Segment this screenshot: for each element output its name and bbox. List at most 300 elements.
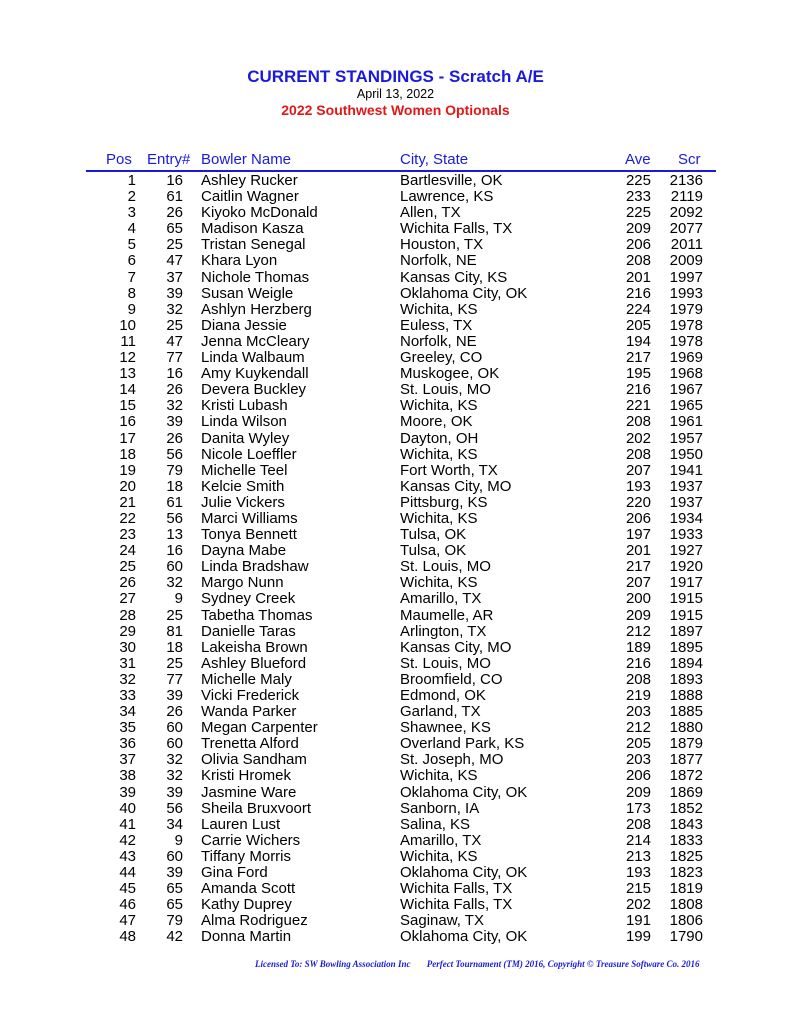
table-row bbox=[0, 785, 791, 801]
row-entry: 39 bbox=[166, 284, 183, 302]
row-average: 200 bbox=[625, 590, 651, 608]
table-row bbox=[0, 447, 791, 463]
row-city-state: Kansas City, MO bbox=[400, 477, 512, 495]
row-entry: 56 bbox=[166, 509, 183, 527]
row-city-state: Wichita, KS bbox=[400, 574, 478, 592]
table-row bbox=[0, 608, 791, 624]
row-bowler-name: Linda Walbaum bbox=[201, 349, 305, 367]
row-bowler-name: Khara Lyon bbox=[201, 252, 278, 270]
row-city-state: Tulsa, OK bbox=[400, 542, 467, 560]
row-city-state: Wichita, KS bbox=[400, 847, 478, 865]
table-row bbox=[0, 640, 791, 656]
row-score: 2077 bbox=[669, 220, 703, 238]
row-city-state: Norfolk, NE bbox=[400, 332, 477, 350]
row-bowler-name: Jasmine Ware bbox=[201, 783, 297, 801]
row-bowler-name: Amy Kuykendall bbox=[201, 365, 309, 383]
table-row bbox=[0, 173, 791, 189]
row-entry: 25 bbox=[166, 654, 183, 672]
row-bowler-name: Megan Carpenter bbox=[201, 719, 318, 737]
row-pos: 39 bbox=[119, 783, 136, 801]
standings-table bbox=[0, 173, 791, 946]
table-row bbox=[0, 431, 791, 447]
row-score: 2009 bbox=[669, 252, 703, 270]
row-average: 212 bbox=[625, 719, 651, 737]
row-average: 203 bbox=[625, 703, 651, 721]
row-score: 1978 bbox=[669, 316, 703, 334]
row-city-state: Wichita, KS bbox=[400, 767, 478, 785]
table-row bbox=[0, 479, 791, 495]
row-average: 194 bbox=[625, 332, 651, 350]
row-bowler-name: Ashley Blueford bbox=[201, 654, 307, 672]
row-average: 213 bbox=[625, 847, 651, 865]
row-average: 201 bbox=[625, 268, 651, 286]
row-score: 1897 bbox=[669, 622, 703, 640]
row-pos: 27 bbox=[119, 590, 136, 608]
row-pos: 8 bbox=[127, 284, 136, 302]
row-bowler-name: Kelcie Smith bbox=[201, 477, 285, 495]
row-entry: 61 bbox=[166, 493, 183, 511]
table-row bbox=[0, 559, 791, 575]
row-average: 209 bbox=[625, 783, 651, 801]
table-row bbox=[0, 334, 791, 350]
row-entry: 37 bbox=[166, 268, 183, 286]
row-entry: 47 bbox=[166, 252, 183, 270]
row-average: 208 bbox=[625, 445, 651, 463]
row-entry: 60 bbox=[166, 847, 183, 865]
column-header-city: City, State bbox=[400, 151, 469, 168]
column-header-scr: Scr bbox=[678, 151, 701, 168]
row-city-state: Amarillo, TX bbox=[400, 590, 482, 608]
row-city-state: Bartlesville, OK bbox=[400, 172, 503, 189]
row-city-state: Oklahoma City, OK bbox=[400, 284, 528, 302]
row-average: 208 bbox=[625, 815, 651, 833]
row-entry: 13 bbox=[166, 526, 183, 544]
row-score: 1968 bbox=[669, 365, 703, 383]
row-city-state: Wichita, KS bbox=[400, 397, 478, 415]
footer-licensed-to: Licensed To: SW Bowling Association Inc bbox=[255, 959, 411, 969]
table-row bbox=[0, 270, 791, 286]
table-row bbox=[0, 253, 791, 269]
row-pos: 4 bbox=[127, 220, 136, 238]
row-score: 1927 bbox=[669, 542, 703, 560]
row-bowler-name: Michelle Maly bbox=[201, 670, 292, 688]
row-city-state: Wichita Falls, TX bbox=[400, 880, 513, 898]
row-city-state: Wichita Falls, TX bbox=[400, 896, 513, 914]
row-bowler-name: Amanda Scott bbox=[201, 880, 296, 898]
table-row bbox=[0, 511, 791, 527]
table-row bbox=[0, 237, 791, 253]
row-pos: 16 bbox=[119, 413, 136, 431]
row-score: 1823 bbox=[669, 864, 703, 882]
row-pos: 6 bbox=[127, 252, 136, 270]
row-score: 1877 bbox=[669, 751, 703, 769]
row-bowler-name: Olivia Sandham bbox=[201, 751, 307, 769]
table-row bbox=[0, 720, 791, 736]
row-score: 1880 bbox=[669, 719, 703, 737]
row-city-state: Shawnee, KS bbox=[400, 719, 491, 737]
row-bowler-name: Carrie Wichers bbox=[201, 831, 301, 849]
row-entry: 18 bbox=[166, 477, 183, 495]
row-entry: 32 bbox=[166, 574, 183, 592]
row-entry: 39 bbox=[166, 413, 183, 431]
row-bowler-name: Kathy Duprey bbox=[201, 896, 292, 914]
row-entry: 47 bbox=[166, 332, 183, 350]
row-city-state: Tulsa, OK bbox=[400, 526, 467, 544]
row-city-state: Fort Worth, TX bbox=[400, 461, 498, 479]
row-average: 207 bbox=[625, 574, 651, 592]
table-row bbox=[0, 672, 791, 688]
row-bowler-name: Donna Martin bbox=[201, 928, 292, 946]
row-average: 216 bbox=[625, 381, 651, 399]
row-entry: 32 bbox=[166, 397, 183, 415]
row-average: 215 bbox=[625, 880, 651, 898]
row-score: 1933 bbox=[669, 526, 703, 544]
table-row bbox=[0, 398, 791, 414]
table-row bbox=[0, 881, 791, 897]
column-header-entry: Entry# bbox=[147, 151, 191, 168]
row-score: 1917 bbox=[669, 574, 703, 592]
row-pos: 48 bbox=[119, 928, 136, 946]
table-row bbox=[0, 318, 791, 334]
row-entry: 60 bbox=[166, 558, 183, 576]
row-pos: 33 bbox=[119, 687, 136, 704]
row-entry: 32 bbox=[166, 751, 183, 769]
row-average: 208 bbox=[625, 413, 651, 431]
table-row bbox=[0, 768, 791, 784]
row-score: 2136 bbox=[669, 172, 703, 189]
row-score: 1950 bbox=[669, 445, 703, 463]
row-score: 1893 bbox=[669, 670, 703, 688]
row-average: 173 bbox=[625, 799, 651, 817]
row-average: 214 bbox=[625, 831, 651, 849]
row-city-state: Broomfield, CO bbox=[400, 670, 503, 688]
row-average: 209 bbox=[625, 606, 651, 624]
row-average: 202 bbox=[625, 896, 651, 914]
row-score: 1915 bbox=[669, 606, 703, 624]
row-average: 219 bbox=[625, 687, 651, 704]
row-bowler-name: Devera Buckley bbox=[201, 381, 307, 399]
row-bowler-name: Marci Williams bbox=[201, 509, 298, 527]
row-pos: 44 bbox=[119, 864, 136, 882]
row-average: 207 bbox=[625, 461, 651, 479]
row-pos: 43 bbox=[119, 847, 136, 865]
row-average: 201 bbox=[625, 542, 651, 560]
row-bowler-name: Kristi Lubash bbox=[201, 397, 288, 415]
table-row bbox=[0, 817, 791, 833]
row-score: 1852 bbox=[669, 799, 703, 817]
row-average: 206 bbox=[625, 509, 651, 527]
row-bowler-name: Dayna Mabe bbox=[201, 542, 287, 560]
row-average: 212 bbox=[625, 622, 651, 640]
row-bowler-name: Trenetta Alford bbox=[201, 735, 299, 753]
row-score: 1937 bbox=[669, 493, 703, 511]
row-city-state: Dayton, OH bbox=[400, 429, 479, 447]
row-average: 216 bbox=[625, 654, 651, 672]
table-row bbox=[0, 205, 791, 221]
row-city-state: Wichita, KS bbox=[400, 300, 478, 318]
row-pos: 32 bbox=[119, 670, 136, 688]
row-score: 1894 bbox=[669, 654, 703, 672]
row-city-state: Lawrence, KS bbox=[400, 188, 494, 206]
row-average: 216 bbox=[625, 284, 651, 302]
row-city-state: Sanborn, IA bbox=[400, 799, 480, 817]
row-city-state: St. Joseph, MO bbox=[400, 751, 504, 769]
row-bowler-name: Madison Kasza bbox=[201, 220, 304, 238]
table-row bbox=[0, 414, 791, 430]
row-score: 1965 bbox=[669, 397, 703, 415]
row-city-state: Moore, OK bbox=[400, 413, 473, 431]
row-bowler-name: Danita Wyley bbox=[201, 429, 290, 447]
row-city-state: Muskogee, OK bbox=[400, 365, 500, 383]
row-average: 205 bbox=[625, 735, 651, 753]
row-score: 1993 bbox=[669, 284, 703, 302]
row-entry: 9 bbox=[174, 590, 183, 608]
row-pos: 23 bbox=[119, 526, 136, 544]
row-score: 1879 bbox=[669, 735, 703, 753]
row-average: 208 bbox=[625, 252, 651, 270]
row-entry: 18 bbox=[166, 638, 183, 656]
row-pos: 3 bbox=[127, 204, 136, 222]
row-entry: 79 bbox=[166, 912, 183, 930]
row-score: 1885 bbox=[669, 703, 703, 721]
row-entry: 81 bbox=[166, 622, 183, 640]
row-bowler-name: Michelle Teel bbox=[201, 461, 288, 479]
row-score: 1937 bbox=[669, 477, 703, 495]
row-bowler-name: Kiyoko McDonald bbox=[201, 204, 318, 222]
table-row bbox=[0, 463, 791, 479]
row-bowler-name: Jenna McCleary bbox=[201, 332, 310, 350]
column-header-ave: Ave bbox=[625, 151, 651, 168]
row-entry: 26 bbox=[166, 703, 183, 721]
row-pos: 7 bbox=[127, 268, 136, 286]
row-entry: 16 bbox=[166, 542, 183, 560]
table-row bbox=[0, 736, 791, 752]
row-entry: 39 bbox=[166, 864, 183, 882]
row-pos: 14 bbox=[119, 381, 136, 399]
row-entry: 79 bbox=[166, 461, 183, 479]
row-score: 1869 bbox=[669, 783, 703, 801]
row-bowler-name: Linda Wilson bbox=[201, 413, 287, 431]
row-pos: 34 bbox=[119, 703, 136, 721]
row-bowler-name: Nicole Loeffler bbox=[201, 445, 297, 463]
row-entry: 25 bbox=[166, 606, 183, 624]
row-entry: 65 bbox=[166, 220, 183, 238]
row-bowler-name: Ashlyn Herzberg bbox=[201, 300, 312, 318]
row-pos: 19 bbox=[119, 461, 136, 479]
row-bowler-name: Alma Rodriguez bbox=[201, 912, 308, 930]
row-pos: 1 bbox=[127, 172, 136, 189]
row-bowler-name: Sydney Creek bbox=[201, 590, 296, 608]
row-entry: 32 bbox=[166, 300, 183, 318]
table-row bbox=[0, 913, 791, 929]
row-bowler-name: Tonya Bennett bbox=[201, 526, 297, 544]
row-bowler-name: Vicki Frederick bbox=[201, 687, 300, 704]
row-average: 189 bbox=[625, 638, 651, 656]
row-entry: 32 bbox=[166, 767, 183, 785]
row-city-state: Kansas City, KS bbox=[400, 268, 508, 286]
row-bowler-name: Lauren Lust bbox=[201, 815, 281, 833]
row-entry: 34 bbox=[166, 815, 183, 833]
row-pos: 29 bbox=[119, 622, 136, 640]
row-city-state: Norfolk, NE bbox=[400, 252, 477, 270]
row-city-state: Pittsburg, KS bbox=[400, 493, 488, 511]
row-score: 1895 bbox=[669, 638, 703, 656]
row-average: 217 bbox=[625, 349, 651, 367]
table-row bbox=[0, 688, 791, 704]
row-city-state: Wichita, KS bbox=[400, 445, 478, 463]
row-score: 1997 bbox=[669, 268, 703, 286]
row-pos: 26 bbox=[119, 574, 136, 592]
row-pos: 30 bbox=[119, 638, 136, 656]
row-bowler-name: Lakeisha Brown bbox=[201, 638, 308, 656]
row-bowler-name: Margo Nunn bbox=[201, 574, 284, 592]
row-pos: 17 bbox=[119, 429, 136, 447]
row-entry: 25 bbox=[166, 236, 183, 254]
row-entry: 60 bbox=[166, 719, 183, 737]
row-average: 221 bbox=[625, 397, 651, 415]
row-score: 1825 bbox=[669, 847, 703, 865]
row-pos: 21 bbox=[119, 493, 136, 511]
row-city-state: Houston, TX bbox=[400, 236, 484, 254]
row-average: 193 bbox=[625, 477, 651, 495]
row-score: 2092 bbox=[669, 204, 703, 222]
row-score: 1888 bbox=[669, 687, 703, 704]
row-city-state: Allen, TX bbox=[400, 204, 461, 222]
row-score: 1872 bbox=[669, 767, 703, 785]
row-entry: 39 bbox=[166, 783, 183, 801]
row-city-state: Salina, KS bbox=[400, 815, 471, 833]
row-pos: 31 bbox=[119, 654, 136, 672]
row-pos: 40 bbox=[119, 799, 136, 817]
row-pos: 11 bbox=[120, 332, 136, 350]
row-city-state: Garland, TX bbox=[400, 703, 481, 721]
row-city-state: Oklahoma City, OK bbox=[400, 864, 528, 882]
row-city-state: Saginaw, TX bbox=[400, 912, 484, 930]
row-entry: 56 bbox=[166, 799, 183, 817]
table-row bbox=[0, 366, 791, 382]
row-entry: 65 bbox=[166, 880, 183, 898]
row-score: 1920 bbox=[669, 558, 703, 576]
row-score: 1808 bbox=[669, 896, 703, 914]
row-bowler-name: Julie Vickers bbox=[201, 493, 285, 511]
table-row bbox=[0, 495, 791, 511]
row-pos: 9 bbox=[127, 300, 136, 318]
table-row bbox=[0, 656, 791, 672]
row-pos: 41 bbox=[119, 815, 136, 833]
row-entry: 25 bbox=[166, 316, 183, 334]
row-city-state: Edmond, OK bbox=[400, 687, 486, 704]
event-name: 2022 Southwest Women Optionals bbox=[281, 102, 510, 118]
row-city-state: Wichita Falls, TX bbox=[400, 220, 513, 238]
row-average: 233 bbox=[625, 188, 651, 206]
row-entry: 16 bbox=[166, 172, 183, 189]
row-city-state: Arlington, TX bbox=[400, 622, 487, 640]
row-city-state: St. Louis, MO bbox=[400, 381, 491, 399]
table-row bbox=[0, 849, 791, 865]
row-city-state: Kansas City, MO bbox=[400, 638, 512, 656]
table-row bbox=[0, 704, 791, 720]
row-score: 1833 bbox=[669, 831, 703, 849]
table-row bbox=[0, 865, 791, 881]
row-pos: 10 bbox=[119, 316, 136, 334]
row-city-state: Greeley, CO bbox=[400, 349, 483, 367]
row-score: 1979 bbox=[669, 300, 703, 318]
table-row bbox=[0, 752, 791, 768]
row-entry: 56 bbox=[166, 445, 183, 463]
row-entry: 9 bbox=[174, 831, 183, 849]
row-score: 1941 bbox=[669, 461, 703, 479]
row-average: 217 bbox=[625, 558, 651, 576]
row-bowler-name: Sheila Bruxvoort bbox=[201, 799, 312, 817]
row-score: 1934 bbox=[669, 509, 703, 527]
row-average: 195 bbox=[625, 365, 651, 383]
row-average: 193 bbox=[625, 864, 651, 882]
row-pos: 37 bbox=[119, 751, 136, 769]
row-average: 206 bbox=[625, 767, 651, 785]
row-average: 225 bbox=[625, 204, 651, 222]
row-city-state: Euless, TX bbox=[400, 316, 473, 334]
row-average: 206 bbox=[625, 236, 651, 254]
row-average: 208 bbox=[625, 670, 651, 688]
row-pos: 38 bbox=[119, 767, 136, 785]
row-average: 220 bbox=[625, 493, 651, 511]
row-bowler-name: Kristi Hromek bbox=[201, 767, 292, 785]
table-row bbox=[0, 382, 791, 398]
row-city-state: St. Louis, MO bbox=[400, 558, 491, 576]
row-bowler-name: Linda Bradshaw bbox=[201, 558, 309, 576]
row-entry: 16 bbox=[166, 365, 183, 383]
row-entry: 61 bbox=[166, 188, 183, 206]
row-score: 1806 bbox=[669, 912, 703, 930]
row-average: 203 bbox=[625, 751, 651, 769]
row-pos: 12 bbox=[119, 349, 136, 367]
row-score: 1790 bbox=[669, 928, 703, 946]
table-row bbox=[0, 929, 791, 945]
row-bowler-name: Tiffany Morris bbox=[201, 847, 292, 865]
row-pos: 42 bbox=[119, 831, 136, 849]
row-city-state: Overland Park, KS bbox=[400, 735, 525, 753]
row-score: 2011 bbox=[670, 236, 703, 254]
footer-license bbox=[255, 959, 714, 969]
row-average: 197 bbox=[625, 526, 651, 544]
row-pos: 22 bbox=[119, 509, 136, 527]
footer-copyright: Perfect Tournament (TM) 2016, Copyright © Treasure Software Co. 2016 bbox=[426, 959, 700, 969]
column-header-pos: Pos bbox=[106, 151, 132, 168]
row-pos: 36 bbox=[119, 735, 136, 753]
row-average: 202 bbox=[625, 429, 651, 447]
row-score: 1969 bbox=[669, 349, 703, 367]
row-entry: 26 bbox=[166, 429, 183, 447]
row-city-state: Maumelle, AR bbox=[400, 606, 494, 624]
table-row bbox=[0, 189, 791, 205]
row-pos: 35 bbox=[119, 719, 136, 737]
row-score: 1957 bbox=[669, 429, 703, 447]
row-bowler-name: Tristan Senegal bbox=[201, 236, 306, 254]
row-average: 225 bbox=[625, 172, 651, 189]
row-pos: 28 bbox=[119, 606, 136, 624]
row-average: 209 bbox=[625, 220, 651, 238]
table-row bbox=[0, 350, 791, 366]
row-bowler-name: Danielle Taras bbox=[201, 622, 296, 640]
row-average: 205 bbox=[625, 316, 651, 334]
row-bowler-name: Caitlin Wagner bbox=[201, 188, 299, 206]
row-score: 1819 bbox=[669, 880, 703, 898]
row-score: 2119 bbox=[670, 188, 703, 206]
row-bowler-name: Nichole Thomas bbox=[201, 268, 310, 286]
standings-date: April 13, 2022 bbox=[356, 87, 435, 101]
row-pos: 25 bbox=[119, 558, 136, 576]
row-entry: 26 bbox=[166, 381, 183, 399]
